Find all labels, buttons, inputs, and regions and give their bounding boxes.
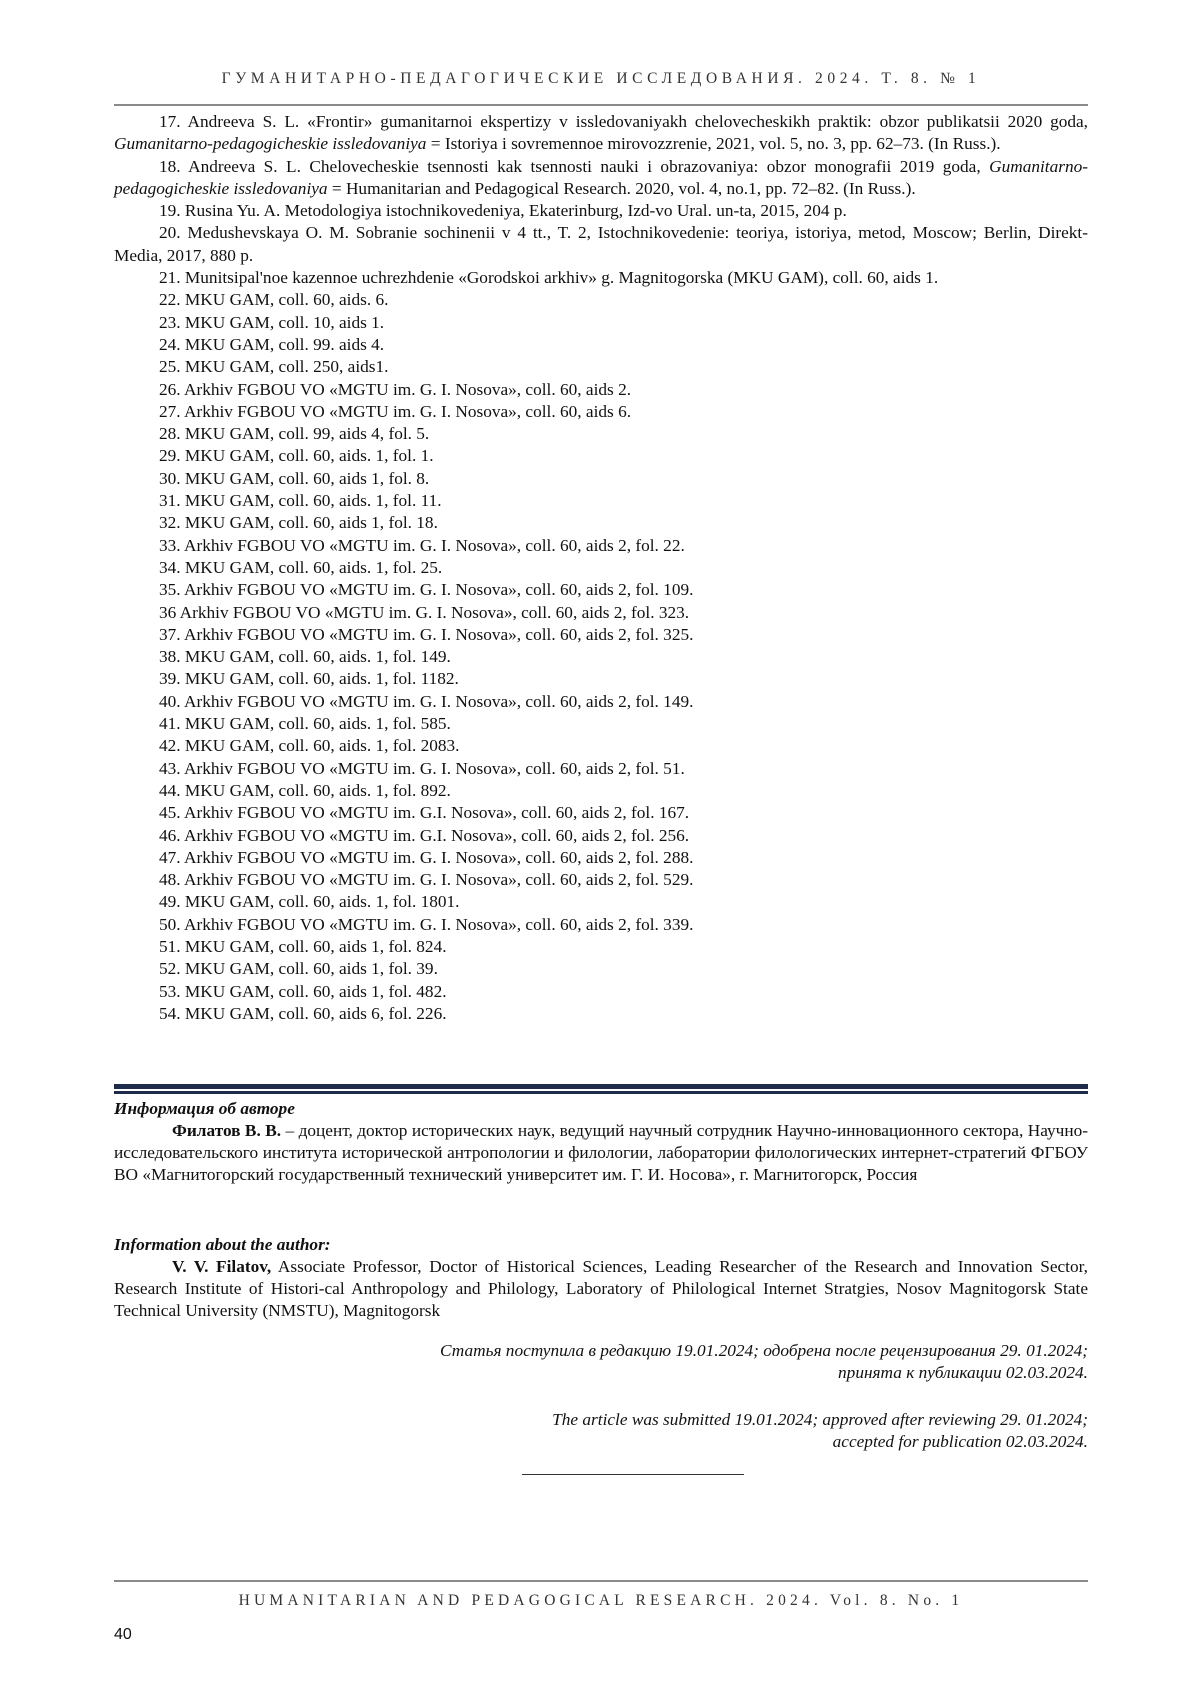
reference-item: 51. MKU GAM, coll. 60, aids 1, fol. 824. <box>114 936 1088 958</box>
author-info-en-heading: Information about the author: <box>114 1234 1088 1256</box>
reference-item: 23. MKU GAM, coll. 10, aids 1. <box>114 312 1088 334</box>
reference-item: 20. Medushevskaya O. M. Sobranie sochinenii v 4 tt., T. 2, Istochnikovedenie: teoriya, istoriya, metod, Moscow; Berlin, Direkt-Media, 2017, 880 p. <box>114 222 1088 267</box>
reference-item: 33. Arkhiv FGBOU VO «MGTU im. G. I. Nosova», coll. 60, aids 2, fol. 22. <box>114 535 1088 557</box>
article-dates-ru <box>114 1340 1088 1384</box>
article-dates-en <box>114 1409 1088 1453</box>
reference-item: 43. Arkhiv FGBOU VO «MGTU im. G. I. Nosova», coll. 60, aids 2, fol. 51. <box>114 758 1088 780</box>
reference-item: 37. Arkhiv FGBOU VO «MGTU im. G. I. Nosova», coll. 60, aids 2, fol. 325. <box>114 624 1088 646</box>
reference-item: 29. MKU GAM, coll. 60, aids. 1, fol. 1. <box>114 445 1088 467</box>
end-rule <box>522 1474 744 1475</box>
author-info-ru-heading: Информация об авторе <box>114 1098 1088 1120</box>
section-divider <box>114 1084 1088 1094</box>
reference-item: 39. MKU GAM, coll. 60, aids. 1, fol. 1182. <box>114 668 1088 690</box>
reference-item: 38. MKU GAM, coll. 60, aids. 1, fol. 149. <box>114 646 1088 668</box>
author-name-ru: Филатов В. В. <box>172 1121 281 1140</box>
running-header: ГУМАНИТАРНО-ПЕДАГОГИЧЕСКИЕ ИССЛЕДОВАНИЯ. 2024. Т. 8. № 1 <box>114 70 1088 88</box>
reference-item: 35. Arkhiv FGBOU VO «MGTU im. G. I. Nosova», coll. 60, aids 2, fol. 109. <box>114 579 1088 601</box>
reference-item: 53. MKU GAM, coll. 60, aids 1, fol. 482. <box>114 981 1088 1003</box>
reference-item: 54. MKU GAM, coll. 60, aids 6, fol. 226. <box>114 1003 1088 1025</box>
reference-item: 47. Arkhiv FGBOU VO «MGTU im. G. I. Nosova», coll. 60, aids 2, fol. 288. <box>114 847 1088 869</box>
reference-item: 24. MKU GAM, coll. 99. aids 4. <box>114 334 1088 356</box>
article-dates-ru-line2: принята к публикации 02.03.2024. <box>114 1362 1088 1384</box>
reference-journal-title: Gumanitarno-pedagogicheskie issledovaniya <box>114 157 1088 198</box>
reference-item: 25. MKU GAM, coll. 250, aids1. <box>114 356 1088 378</box>
reference-item: 21. Munitsipal'noe kazennoe uchrezhdenie «Gorodskoi arkhiv» g. Magnitogorska (MKU GAM), coll. 60, aids 1. <box>114 267 1088 289</box>
author-description-en: Associate Professor, Doctor of Historical Sciences, Leading Researcher of the Research and Innovation Sector, Research Institute of Histori-cal Anthropology and Philology, Laboratory of Philological Internet Stratgies, Nosov Magnitogorsk State Technical University (NMSTU), Magnitogorsk <box>114 1257 1088 1320</box>
reference-item: 49. MKU GAM, coll. 60, aids. 1, fol. 1801. <box>114 891 1088 913</box>
reference-item: 32. MKU GAM, coll. 60, aids 1, fol. 18. <box>114 512 1088 534</box>
reference-text: = Humanitarian and Pedagogical Research. 2020, vol. 4, no.1, pp. 72–82. (In Russ.). <box>328 179 916 198</box>
reference-item: 40. Arkhiv FGBOU VO «MGTU im. G. I. Nosova», coll. 60, aids 2, fol. 149. <box>114 691 1088 713</box>
author-name-en: V. V. Filatov, <box>172 1257 271 1276</box>
author-info-en-body <box>114 1256 1088 1322</box>
reference-item: 22. MKU GAM, coll. 60, aids. 6. <box>114 289 1088 311</box>
author-description-ru: – доцент, доктор исторических наук, ведущий научный сотрудник Научно-инновационного сектора, Научно-исследовательского института исторической антропологии и филологии, лаборатории филологических интернет-стратегий ФГБОУ ВО «Магнитогорский государственный технический университет им. Г. И. Носова», г. Магнитогорск, Россия <box>114 1121 1088 1184</box>
reference-item: 31. MKU GAM, coll. 60, aids. 1, fol. 11. <box>114 490 1088 512</box>
article-dates-ru-line1: Статья поступила в редакцию 19.01.2024; одобрена после рецензирования 29. 01.2024; <box>114 1340 1088 1362</box>
reference-item: 50. Arkhiv FGBOU VO «MGTU im. G. I. Nosova», coll. 60, aids 2, fol. 339. <box>114 914 1088 936</box>
reference-text: 18. Andreeva S. L. Chelovecheskie tsennosti kak tsennosti nauki i obrazovaniya: obzor monografii 2019 goda, <box>159 157 989 176</box>
reference-text: = Istoriya i sovremennoe mirovozzrenie, 2021, vol. 5, no. 3, pp. 62–73. (In Russ.). <box>426 134 1000 153</box>
reference-item <box>114 156 1088 201</box>
reference-journal-title: Gumanitarno-pedagogicheskie issledovaniya <box>114 134 426 153</box>
page-number: 40 <box>114 1626 132 1644</box>
author-info-en <box>114 1234 1088 1322</box>
reference-item: 28. MKU GAM, coll. 99, aids 4, fol. 5. <box>114 423 1088 445</box>
reference-text: 17. Andreeva S. L. «Frontir» gumanitarnoi ekspertizy v issledovaniyakh chelovecheskikh praktik: obzor publikatsii 2020 goda, <box>159 112 1088 131</box>
reference-item: 44. MKU GAM, coll. 60, aids. 1, fol. 892. <box>114 780 1088 802</box>
article-dates-en-line2: accepted for publication 02.03.2024. <box>114 1431 1088 1453</box>
reference-item: 52. MKU GAM, coll. 60, aids 1, fol. 39. <box>114 958 1088 980</box>
reference-item: 34. MKU GAM, coll. 60, aids. 1, fol. 25. <box>114 557 1088 579</box>
reference-list <box>114 111 1088 1025</box>
reference-item: 36 Arkhiv FGBOU VO «MGTU im. G. I. Nosova», coll. 60, aids 2, fol. 323. <box>114 602 1088 624</box>
reference-item <box>114 111 1088 156</box>
reference-item: 45. Arkhiv FGBOU VO «MGTU im. G.I. Nosova», coll. 60, aids 2, fol. 167. <box>114 802 1088 824</box>
header-rule <box>114 104 1088 106</box>
running-footer: HUMANITARIAN AND PEDAGOGICAL RESEARCH. 2024. Vol. 8. No. 1 <box>114 1592 1088 1610</box>
article-dates-en-line1: The article was submitted 19.01.2024; approved after reviewing 29. 01.2024; <box>114 1409 1088 1431</box>
reference-item: 27. Arkhiv FGBOU VO «MGTU im. G. I. Nosova», coll. 60, aids 6. <box>114 401 1088 423</box>
reference-item: 19. Rusina Yu. A. Metodologiya istochnikovedeniya, Ekaterinburg, Izd-vo Ural. un-ta, 2015, 204 p. <box>114 200 1088 222</box>
reference-item: 46. Arkhiv FGBOU VO «MGTU im. G.I. Nosova», coll. 60, aids 2, fol. 256. <box>114 825 1088 847</box>
reference-item: 26. Arkhiv FGBOU VO «MGTU im. G. I. Nosova», coll. 60, aids 2. <box>114 379 1088 401</box>
divider-thin-line <box>114 1091 1088 1094</box>
author-info-ru-body <box>114 1120 1088 1186</box>
reference-item: 42. MKU GAM, coll. 60, aids. 1, fol. 2083. <box>114 735 1088 757</box>
reference-item: 30. MKU GAM, coll. 60, aids 1, fol. 8. <box>114 468 1088 490</box>
author-info-ru <box>114 1098 1088 1186</box>
reference-item: 41. MKU GAM, coll. 60, aids. 1, fol. 585. <box>114 713 1088 735</box>
reference-item: 48. Arkhiv FGBOU VO «MGTU im. G. I. Nosova», coll. 60, aids 2, fol. 529. <box>114 869 1088 891</box>
footer-rule <box>114 1580 1088 1582</box>
